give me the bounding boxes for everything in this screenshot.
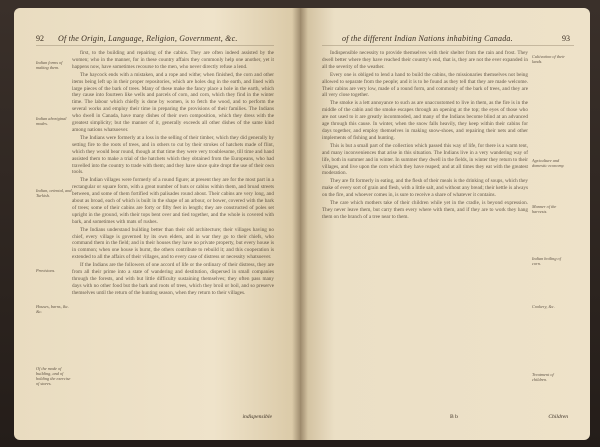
- right-page-body: [322, 50, 528, 222]
- right-margin-note: Agriculture and domestic economy.: [532, 158, 565, 168]
- left-margin-note: Of the mode of building, and of holding the exercise of stores.: [36, 366, 71, 386]
- paragraph: The Indians understand building better than their old architecture; their villages having no chief, every village is governed by its own elders, and in war they go to their chiefs, who command them in the field; and in their houses they have no private property, but every house is in common; when one house is burnt, the others contribute to rebuild it; and this cooperation is extended to all the affairs of their villages, and to every case of distress or necessity whatsoever.: [72, 226, 274, 261]
- paragraph: first, to the building and repairing of the cabins. They are often indeed assisted by the women; who in the manner, for in these country affairs they commonly help one another, yet it happens now, have sometimes recourse to the men, who never directly refuse a lend.: [72, 50, 274, 70]
- paragraph: The Indian villages were formerly of a round figure; at present they are for the most part in a rectangular or square form, with a great number of huts or cabins within them, and broad streets between, and some of them fortified with palisades round about. Their cabins are very long, and about as broad, each of which is built in the shape of an arbour, or bower, covered with the bark of trees; some of their cabins are forty or fifty feet in length; they are constructed of poles set upright in the ground, with their tops bent over and tied together, and the whole is covered with bark, and sometimes with mats of rushes.: [72, 177, 274, 225]
- right-margin-note: Indian boiling of corn.: [532, 256, 561, 266]
- paragraph: The care which mothers take of their children while yet in the cradle, is beyond expression. They never leave them, but carry them every where with them, and if they are to work they hang them on the branch of a tree near to them.: [322, 200, 528, 220]
- paragraph: Indispensible necessity to provide themselves with their shelter from the rain and frost. They dwell better where they have reached their country's end, that is, they are not the ever expanded in all the severity of the weather.: [322, 50, 528, 70]
- book-gutter: [292, 8, 308, 440]
- paragraph: They are fit formerly in eating, and the flesh of their meals is the drinking of soups, which they make of every sort of grain and flesh, with a little salt, and without any bread; their kettle is always on the fire, and whoever comes in, is sure to receive a share of whatever it contains.: [322, 178, 528, 199]
- left-margin-note: Indian forms of making them.: [36, 60, 63, 70]
- left-running-head: Of the Origin, Language, Religion, Government, &c.: [58, 34, 238, 43]
- right-margin-note: Manner of the harvests.: [532, 204, 557, 214]
- paragraph: This is but a small part of the collection which passed this way of life, for there is a warm tent, and many inconveniences that arise in this situation. The Indians live in a very wandering way of life, both in summer and in winter. In summer they dwell in the fields, in winter they return to their villages, and live upon the corn which they have reaped; and at all times they eat with the greatest moderation.: [322, 142, 528, 177]
- signature-mark: B b: [450, 414, 458, 420]
- paragraph: Every one is obliged to lend a hand to build the cabins, the missionaries themselves not being allowed to separate from the people; and it is to be found as they tell that they are made welcome. Their cabins are very low, made of a round form, and commonly of the bark of trees, and they are all very close together.: [322, 71, 528, 99]
- right-page: [300, 8, 590, 440]
- paragraph: If the Indians are the followers of one accord of life or the ordinary of their distress, they are from all their prime into a state of wandering and destitution, dispersed in small companies through the forests, and with but little difficulty sustaining themselves; they often pass many days with no other food but the bark and roots of trees, which they broil or boil, and so preserve themselves until the return of the hunting season, when they return to their villages.: [72, 262, 274, 296]
- paragraph: The smoke is a lett annoyance to such as are unaccustomed to live in them, as the fire is in the middle of the cabin and the smoke escapes through an opening at the top; the eyes of those who are not used to it are greatly incommoded, and many of the Indians become blind at an advanced age through this cause. In winter, when the snow falls heavily, they keep within their cabins for days together, and employ themselves in making snow-shoes, and repairing their nets and other implements of fishing and hunting.: [322, 100, 528, 141]
- left-margin-note: Provisions.: [36, 268, 56, 273]
- left-margin-note: Indian, oriental, and Turkish.: [36, 188, 72, 198]
- left-catchword: indispensible: [242, 414, 272, 420]
- right-margin-note: Cookery, &c.: [532, 304, 555, 309]
- left-page: [14, 8, 300, 440]
- left-margin-note: Houses, barns, &c. &c.: [36, 304, 70, 314]
- right-margin-note: Treatment of children.: [532, 372, 554, 382]
- right-margin-note: Cultivation of their lands.: [532, 54, 565, 64]
- left-page-body: [72, 50, 274, 298]
- right-running-head: of the different Indian Nations inhabiting Canada.: [342, 34, 513, 43]
- left-head-rule: [36, 45, 274, 46]
- left-page-number: 92: [36, 34, 44, 43]
- paragraph: The haycock ends with a mistaken, and a rope and withe; when finished, the corn and other items being left up in their proper repositories, which are holes dug in the earth, and lined with large pieces of the bark of trees. Many of these make the fancy place a hole in the earth, which they cause into fourteen like wells and parcels of corn, and corn, which they find in the winter time. The labour which chiefly is done by women, is to fetch the wood, and to perform the several works and employ their time in preparing the provisions of their families. The Indians who dwell in Canada, have many dishes of their own composition, which they dress with the greatest simplicity; but the manner of it, generally exceeds all other dishes of the same kind among nations whatsoever.: [72, 71, 274, 133]
- left-margin-note: Indian aboriginal modes.: [36, 116, 67, 126]
- right-head-rule: [322, 45, 574, 46]
- right-catchword: Children: [548, 414, 568, 420]
- right-page-number: 93: [562, 34, 570, 43]
- paragraph: The Indians were formerly at a loss in the selling of their timber, which they did generally by setting fire to the roots of trees, and in others to cut by their strokes of hatchets made of flint, which they would bear round, though at that time they were very troublesome, till time and hand assisted them to make a trial of the hatchets which they obtained from the Europeans, who had travelled into the country to trade with them; and they have since quite dropt the use of their own tools.: [72, 134, 274, 176]
